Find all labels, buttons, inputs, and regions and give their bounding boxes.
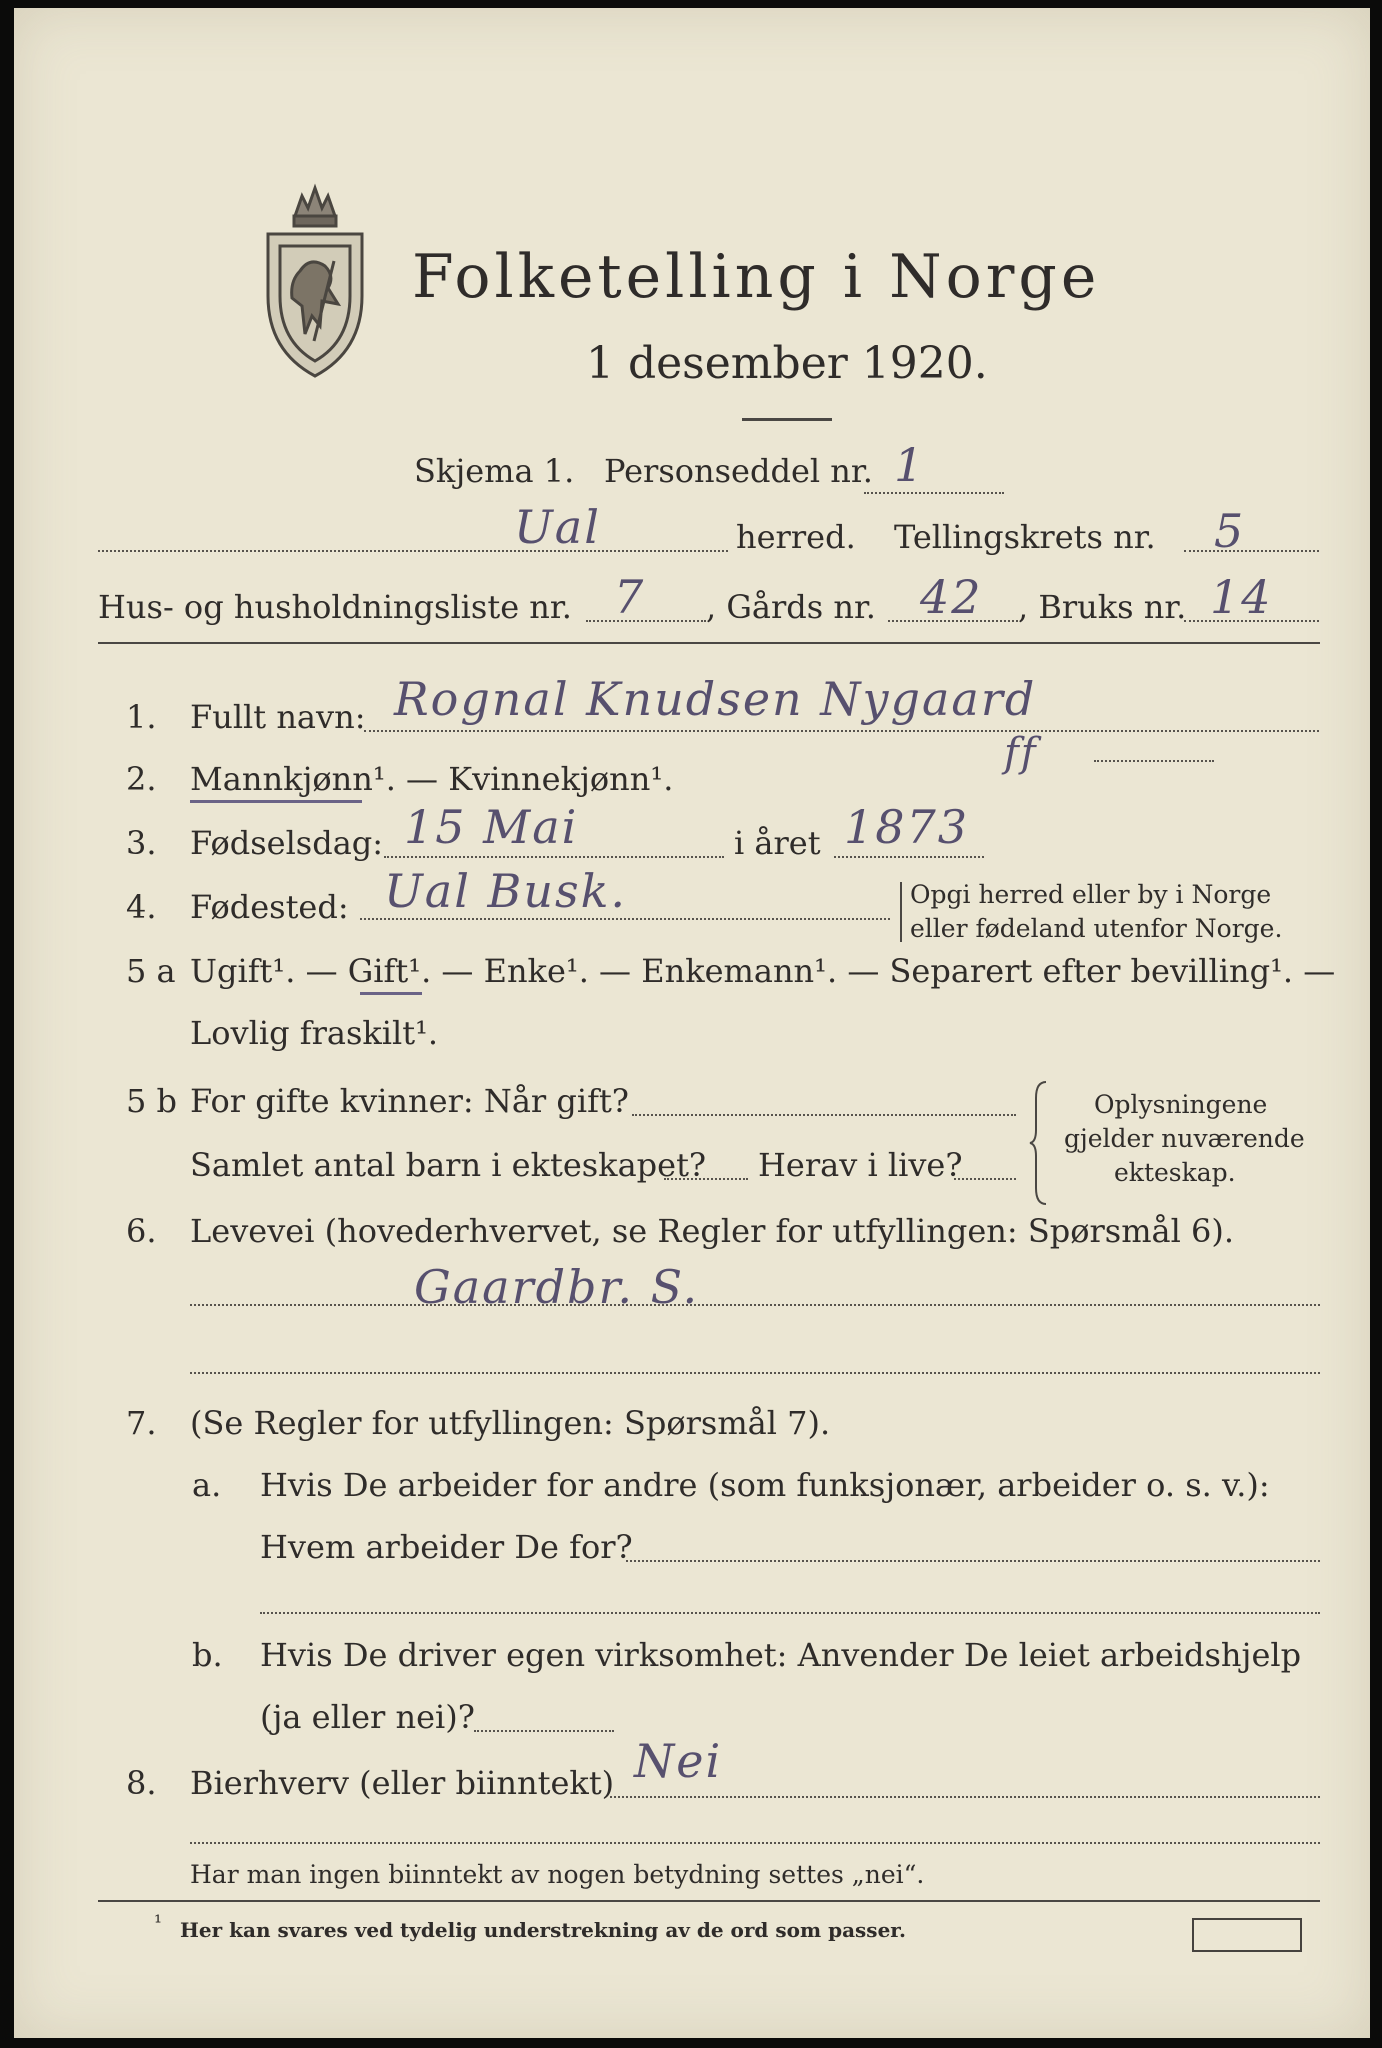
q7a-letter: a. [192, 1466, 222, 1504]
husliste-line [586, 620, 706, 622]
q5b-line2a: Samlet antal barn i ekteskapet? [190, 1146, 707, 1184]
q3-number: 3. [126, 824, 157, 862]
husliste-label: Hus- og husholdningsliste nr. [98, 588, 572, 626]
q5b-line2b: Herav i live? [758, 1146, 963, 1184]
q7b-letter: b. [192, 1636, 223, 1674]
q8-number: 8. [126, 1764, 157, 1802]
full-name-value: Rognal Knudsen Nygaard [394, 672, 1037, 726]
schema-label: Skjema 1. [414, 452, 575, 490]
printer-stamp [1192, 1918, 1302, 1952]
q7-number: 7. [126, 1404, 157, 1442]
married-when-line [632, 1114, 1016, 1116]
q4-note-bracket [900, 882, 902, 942]
year-line [834, 856, 984, 858]
form-title: Folketelling i Norge [412, 242, 1101, 312]
tellingskrets-value: 5 [1214, 504, 1246, 558]
bruks-label: , Bruks nr. [1018, 588, 1187, 626]
q1-extra-line [1094, 760, 1214, 762]
q8-line2 [190, 1842, 1320, 1844]
personseddel-label: Personseddel nr. [604, 452, 873, 490]
q6-label: Levevei (hovederhvervet, se Regler for utfyllingen: Spørsmål 6). [190, 1212, 1235, 1250]
q4-note-line1: Opgi herred eller by i Norge [910, 880, 1272, 909]
q8-label: Bierhverv (eller biinntekt) [190, 1764, 615, 1802]
living-line [954, 1178, 1016, 1180]
q7a-line2: Hvem arbeider De for? [260, 1528, 633, 1566]
q4-line [360, 918, 890, 920]
mannkjonn-underline [190, 800, 362, 803]
year-label: i året [734, 824, 821, 862]
birthday-value: 15 Mai [404, 800, 579, 854]
q6-number: 6. [126, 1212, 157, 1250]
herred-line [98, 550, 728, 552]
q4-note-line2: eller fødeland utenfor Norge. [910, 914, 1283, 943]
q5a-line1: Ugift¹. — Gift¹. — Enke¹. — Enkemann¹. — Separert efter bevilling¹. — [190, 952, 1336, 990]
herred-label: herred. [736, 518, 856, 556]
q7b-line2: (ja eller nei)? [260, 1698, 475, 1736]
birthplace-value: Ual Busk. [384, 864, 628, 918]
gift-underline [360, 992, 422, 995]
q6-line1 [190, 1304, 1320, 1306]
q7-label: (Se Regler for utfyllingen: Spørsmål 7). [190, 1404, 831, 1442]
q2-label: Mannkjønn¹. — Kvinnekjønn¹. [190, 760, 674, 798]
footer-note: Har man ingen biinntekt av nogen betydning settes „nei“. [190, 1860, 925, 1889]
q4-label: Fødested: [190, 888, 349, 926]
q5b-number: 5 b [126, 1082, 178, 1120]
census-date: 1 desember 1920. [586, 338, 988, 389]
personseddel-value: 1 [894, 438, 926, 492]
gards-value: 42 [920, 570, 983, 624]
children-line [664, 1178, 748, 1180]
bruks-value: 14 [1210, 570, 1273, 624]
title-divider [742, 418, 832, 421]
q7a-line1: Hvis De arbeider for andre (som funksjonær, arbeider o. s. v.): [260, 1466, 1270, 1504]
footer-divider [98, 1900, 1320, 1902]
q2-number: 2. [126, 760, 157, 798]
q5b-note1: Oplysningene [1094, 1090, 1268, 1119]
side-income-value: Nei [634, 1734, 723, 1788]
gards-label: , Gårds nr. [706, 588, 876, 626]
norway-coat-of-arms-icon [250, 176, 380, 386]
hired-help-line [474, 1730, 614, 1732]
q5a-number: 5 a [126, 952, 176, 990]
employer-line1 [626, 1560, 1320, 1562]
q1-number: 1. [126, 698, 157, 736]
herred-value: Ual [514, 500, 601, 554]
footnote-marker: ¹ [154, 1910, 163, 1934]
census-form-page [14, 8, 1370, 2038]
q8-line1 [610, 1796, 1320, 1798]
q3-label: Fødselsdag: [190, 824, 384, 862]
q5b-note3: ekteskap. [1114, 1158, 1236, 1187]
q5a-line2: Lovlig fraskilt¹. [190, 1014, 439, 1052]
occupation-value: Gaardbr. S. [414, 1260, 700, 1314]
employer-line2 [260, 1612, 1320, 1614]
q3-line [384, 856, 724, 858]
personseddel-line [864, 492, 1004, 494]
q4-number: 4. [126, 888, 157, 926]
footnote-text: Her kan svares ved tydelig understrekning av de ord som passer. [180, 1918, 906, 1942]
q5b-brace-icon [1028, 1078, 1052, 1208]
q1-line [364, 730, 1319, 732]
birth-year-value: 1873 [844, 800, 970, 854]
husliste-value: 7 [614, 570, 646, 624]
q6-line2 [190, 1372, 1320, 1374]
full-name-extra: ff [1004, 730, 1038, 776]
header-divider [98, 642, 1320, 644]
q7b-line1: Hvis De driver egen virksomhet: Anvender De leiet arbeidshjelp [260, 1636, 1302, 1674]
q5b-note2: gjelder nuværende [1064, 1124, 1305, 1153]
tellingskrets-line [1184, 550, 1319, 552]
q1-label: Fullt navn: [190, 698, 366, 736]
q5b-line1: For gifte kvinner: Når gift? [190, 1082, 629, 1120]
tellingskrets-label: Tellingskrets nr. [894, 518, 1156, 556]
